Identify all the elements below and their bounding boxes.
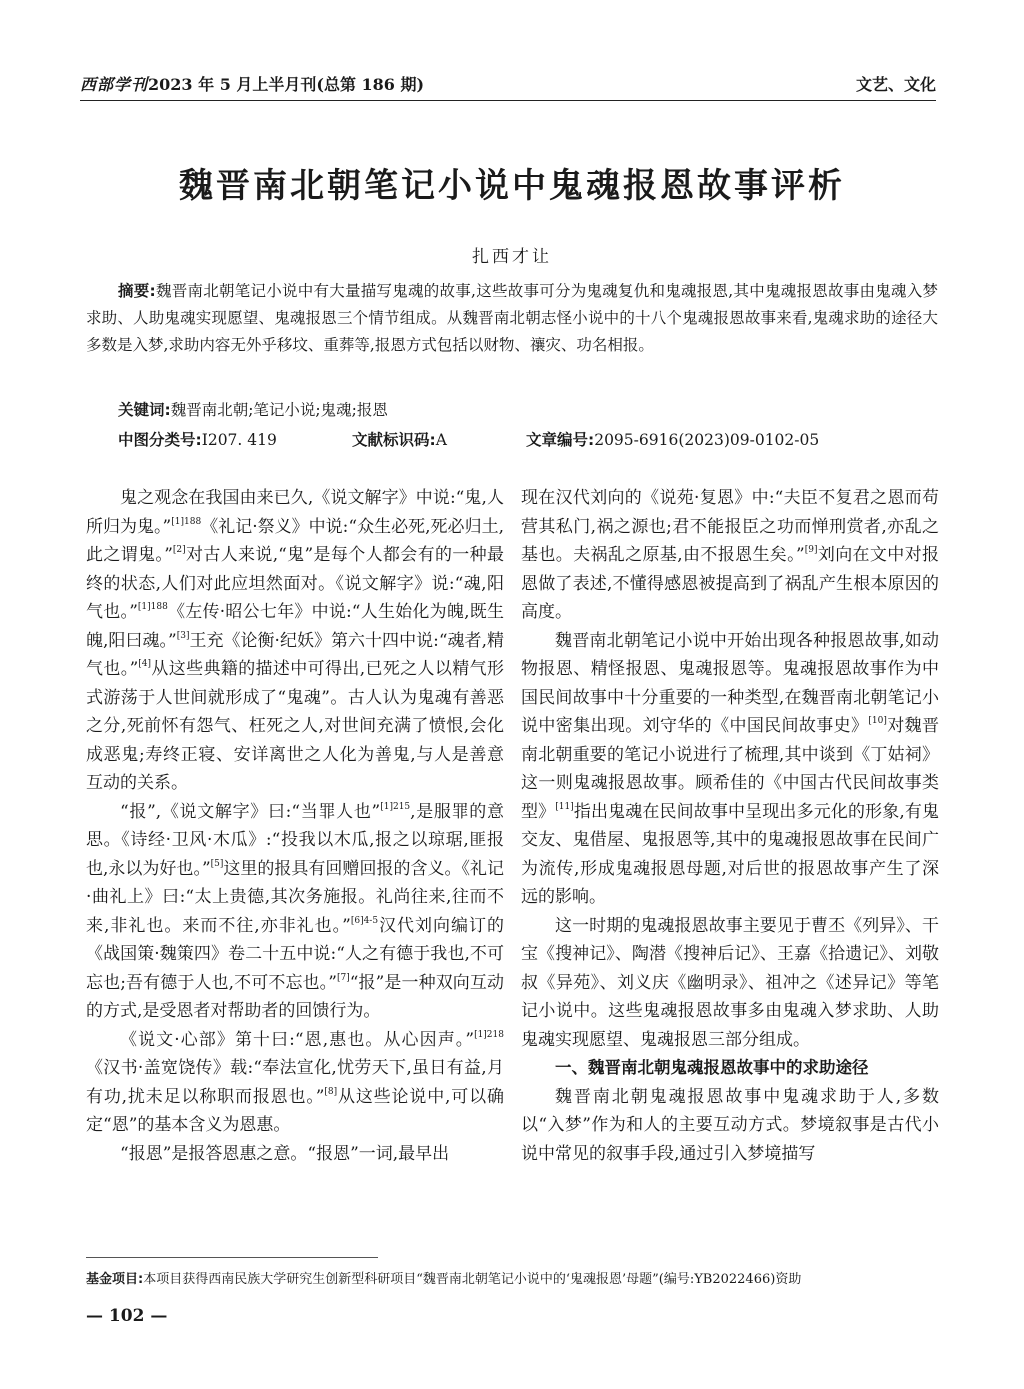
paragraph-text: 《汉书·盖宽饶传》载:“奉法宣化,忧劳天下,虽日有益,月有功,扰未足以称职而报恩也。”: [86, 1058, 504, 1107]
citation-ref: [1]218: [474, 1029, 504, 1040]
doc-code: [352, 428, 447, 450]
clc-value: I207. 419: [201, 431, 277, 449]
paragraph-text: ,是服罪的意思。《诗经·卫风·木瓜》:“投我以木瓜,报之以琼琚,匪报也,永以为好也。”: [86, 801, 504, 879]
section-name: 文艺、文化: [855, 75, 936, 94]
citation-ref: [1]215: [380, 801, 411, 812]
paragraph-text: 王充《论衡·纪妖》第六十四中说:“魂者,精气也。”: [86, 630, 504, 679]
abstract: [86, 278, 938, 359]
funding-note: [86, 1268, 938, 1287]
author-name: 扎西才让: [472, 247, 552, 267]
left-column: [86, 484, 504, 1168]
citation-ref: [2]: [172, 545, 186, 555]
paragraph: 这一时期的鬼魂报恩故事主要见于曹丕《列异》、干宝《搜神记》、陶潜《搜神后记》、王嘉《拾遗记》、刘敬叔《异苑》、刘义庆《幽明录》、祖冲之《述异记》等笔记小说中。这些鬼魂报恩故事多由鬼魂入梦求助、人助鬼魂实现愿望、鬼魂报恩三部分组成。: [521, 915, 939, 1050]
keywords-label: 关键词:: [118, 401, 171, 419]
journal-masthead: 西部学刊: [80, 75, 149, 94]
abstract-label: 摘要:: [118, 282, 156, 300]
keywords: [118, 398, 388, 420]
citation-ref: [10]: [868, 716, 887, 726]
paragraph-text: “报”是一种双向互动的方式,是受恩者对帮助者的回馈行为。: [86, 972, 504, 1021]
paragraph: [86, 484, 504, 798]
paragraph: [521, 484, 939, 627]
citation-ref: [1]188: [137, 602, 168, 612]
issue-info: 2023 年 5 月上半月刊(总第 186 期): [148, 75, 425, 94]
paragraph-text: 刘向在文中对报恩做了表述,不懂得感恩被提高到了祸乱产生根本原因的高度。: [521, 545, 939, 622]
paragraph-text: 从这些典籍的描述中可得出,已死之人以精气形式游荡于人世间就形成了“鬼魂”。古人认为鬼魂有善恶之分,死前怀有怨气、枉死之人,对世间充满了愤恨,会化成恶鬼;寿终正寝、安详离世之人化为善鬼,与人是善意互动的关系。: [86, 659, 504, 793]
citation-ref: [1]188: [171, 516, 202, 527]
paragraph-text: 指出鬼魂在民间故事中呈现出多元化的形象,有鬼交友、鬼借屋、鬼报恩等,其中的鬼魂报恩故事在民间广为流传,形成鬼魂报恩母题,对后世的报恩故事产生了深远的影响。: [521, 801, 940, 907]
citation-ref: [3]: [176, 630, 190, 641]
citation-ref: [6]4-5: [350, 915, 379, 926]
funding-text: 本项目获得西南民族大学研究生创新型科研项目“魏晋南北朝笔记小说中的‘鬼魂报恩’母题”(编号:YB2022466)资助: [143, 1272, 802, 1287]
paragraph-text: “报”,《说文解字》曰:“当罪人也”: [120, 801, 381, 822]
abstract-text: 魏晋南北朝笔记小说中有大量描写鬼魂的故事,这些故事可分为鬼魂复仇和鬼魂报恩,其中鬼魂报恩故事由鬼魂入梦求助、人助鬼魂实现愿望、鬼魂报恩三个情节组成。从魏晋南北朝志怪小说中的十八个鬼魂报恩故事来看,鬼魂求助的途径大多数是入梦,求助内容无外乎移坟、重葬等,报恩方式包括以财物、禳灾、功名相报。: [86, 282, 939, 354]
citation-ref: [4]: [138, 659, 152, 669]
paragraph-text: 鬼之观念在我国由来已久,《说文解字》中说:“鬼,人所归为鬼。”: [86, 488, 504, 537]
right-column: [521, 484, 939, 1168]
page-number: — 102 —: [86, 1306, 168, 1326]
paragraph-text: 汉代刘向编订的《战国策·魏策四》卷二十五中说:“人之有德于我也,不可忘也;吾有德于人也,不可不忘也。”: [86, 915, 505, 993]
article-number: [526, 428, 819, 450]
doc-code-label: 文献标识码:: [352, 431, 436, 449]
article-title: 魏晋南北朝笔记小说中鬼魂报恩故事评析: [179, 166, 845, 206]
keywords-text: 魏晋南北朝;笔记小说;鬼魂;报恩: [170, 401, 388, 419]
citation-ref: [9]: [804, 545, 818, 555]
footnote-divider: [86, 1257, 378, 1258]
citation-ref: [7]: [336, 972, 350, 983]
citation-ref: [8]: [324, 1086, 338, 1097]
paragraph-text: 从这些论说中,可以确定“恩”的基本含义为恩惠。: [86, 1086, 504, 1135]
paragraph-text: 《礼记·祭义》中说:“众生必死,死必归土,此之谓鬼。”: [86, 516, 504, 565]
paragraph-text: 现在汉代刘向的《说苑·复恩》中:“夫臣不复君之恩而苟营其私门,祸之源也;君不能报臣之功而惮刑赏者,亦乱之基也。夫祸乱之原基,由不报恩生矣。”: [521, 488, 939, 565]
clc-label: 中图分类号:: [118, 431, 202, 449]
paragraph-text: 《说文·心部》第十曰:“恩,惠也。从心因声。”: [120, 1029, 475, 1050]
paragraph: [86, 1026, 504, 1140]
article-number-label: 文章编号:: [526, 431, 595, 449]
doc-code-value: A: [435, 431, 447, 449]
paragraph: [521, 627, 939, 912]
paragraph-text: 对古人来说,“鬼”是每个人都会有的一种最终的状态,人们对此应坦然面对。《说文解字》说:“魂,阳气也。”: [86, 545, 504, 622]
paragraph: 魏晋南北朝鬼魂报恩故事中鬼魂求助于人,多数以“入梦”作为和人的主要互动方式。梦境叙事是古代小说中常见的叙事手段,通过引入梦境描写: [521, 1086, 939, 1164]
clc-number: [118, 428, 277, 450]
paragraph-text: 魏晋南北朝笔记小说中开始出现各种报恩故事,如动物报恩、精怪报恩、鬼魂报恩等。鬼魂报恩故事作为中国民间故事中十分重要的一种类型,在魏晋南北朝笔记小说中密集出现。刘守华的《中国民间故事史》: [521, 630, 939, 736]
paragraph-text: 这里的报具有回赠回报的含义。《礼记·曲礼上》曰:“太上贵德,其次务施报。礼尚往来,往而不来,非礼也。来而不往,亦非礼也。”: [86, 858, 504, 936]
journal-issue: [80, 72, 424, 95]
section-heading: 一、魏晋南北朝鬼魂报恩故事中的求助途径: [555, 1058, 869, 1077]
funding-label: 基金项目:: [86, 1272, 144, 1287]
paragraph: [86, 798, 504, 1026]
citation-ref: [11]: [555, 801, 574, 812]
citation-ref: [5]: [210, 858, 224, 869]
paragraph-text: 《左传·昭公七年》中说:“人生始化为魄,既生魄,阳曰魂。”: [86, 602, 504, 651]
paragraph: “报恩”是报答恩惠之意。“报恩”一词,最早出: [120, 1143, 450, 1164]
paragraph-text: 对魏晋南北朝重要的笔记小说进行了梳理,其中谈到《丁姑祠》这一则鬼魂报恩故事。顾希佳的《中国古代民间故事类型》: [521, 716, 940, 822]
article-number-value: 2095-6916(2023)09-0102-05: [594, 431, 820, 449]
page-header: [80, 70, 936, 101]
